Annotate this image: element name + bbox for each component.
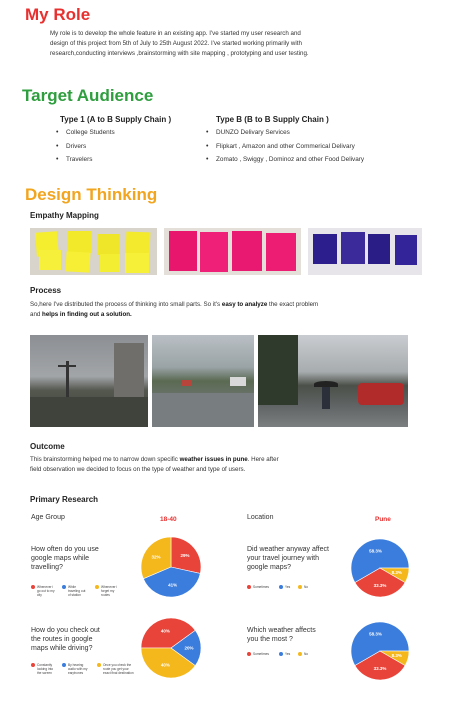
legend-dot-blue — [62, 663, 66, 667]
outcome-text — [30, 455, 450, 475]
pie-slice-label: 29% — [180, 553, 190, 559]
pie-slice-label: 8.3% — [391, 653, 402, 659]
type1-title: Type 1 (A to B Supply Chain ) — [60, 115, 172, 124]
question-2 — [247, 545, 329, 572]
location-label: Location — [247, 514, 274, 521]
legend-text: Whenever i go out to my city — [37, 585, 55, 597]
question-line: travelling? — [31, 564, 63, 571]
process-text-part: the exact problem — [267, 301, 319, 308]
pie-slice-label: 58.3% — [369, 631, 382, 637]
question-line: Which weather affects — [247, 627, 316, 634]
primary-research-title: Primary Research — [30, 495, 99, 504]
question-line: maps while driving? — [31, 645, 93, 652]
legend-dot-blue — [279, 652, 283, 656]
type2-list — [206, 126, 364, 167]
legend-dot-red — [247, 652, 251, 656]
my-role-text — [50, 29, 460, 59]
legend-text: By hearing audio with my earphones — [68, 663, 88, 675]
question-line: How do you check out — [31, 627, 100, 634]
question-4 — [247, 626, 316, 644]
list-item: • Flipkart , Amazon and other Commerical Delivary — [206, 140, 364, 154]
empathy-photo-yellow — [30, 228, 157, 275]
pie-slice-label: 33.3% — [373, 582, 387, 588]
pie-chart-q3 — [140, 617, 202, 679]
legend-text: Yes — [285, 585, 291, 589]
question-line: you the most ? — [247, 636, 293, 643]
question-1 — [31, 545, 99, 572]
pie-slice-label: 58.3% — [369, 548, 382, 554]
process-text-bold: helps in finding out a solution. — [42, 311, 132, 318]
empathy-photo-pink — [164, 228, 301, 275]
pie-slice-label: 33.3% — [373, 665, 387, 671]
process-text-part: So,here I've distributed the process of thinking into small parts. So it's — [30, 301, 222, 308]
pie-slice-label: 20% — [184, 645, 194, 651]
legend-text: Constantly looking into the screen — [37, 663, 54, 675]
age-group-label: Age Group — [31, 514, 65, 521]
question-line: the routes in google — [31, 636, 93, 643]
empathy-mapping-title: Empathy Mapping — [30, 211, 99, 220]
type2-title: Type B (B to B Supply Chain ) — [216, 115, 329, 124]
legend-dot-yellow — [95, 585, 99, 589]
legend-text: No — [304, 585, 309, 589]
question-line: your travel journey with — [247, 555, 319, 562]
legend-text: Whenever i forget my routes — [101, 585, 118, 597]
legend-dot-yellow — [298, 652, 302, 656]
question-3 — [31, 626, 100, 653]
legend-dot-yellow — [298, 585, 302, 589]
list-item: • Zomato , Swiggy , Dominoz and other Food Delivary — [206, 153, 364, 167]
process-text-bold: easy to analyze — [221, 301, 268, 308]
list-item: • Travelers — [56, 153, 115, 167]
pie-slice-label: 40% — [160, 628, 170, 634]
pie-chart-q2 — [350, 538, 410, 598]
my-role-line: design of this project from 5th of July to 25th August 2022. I've started working primarily with — [50, 40, 302, 47]
pie-slice-label: 8.3% — [391, 570, 402, 576]
list-item: • College Students — [56, 126, 115, 140]
legend-dot-red — [247, 585, 251, 589]
process-text-part: and — [30, 311, 43, 318]
legend-dot-blue — [62, 585, 66, 589]
legend-text: Sometimes — [253, 585, 269, 589]
question-line: google maps while — [31, 555, 89, 562]
question-line: How often do you use — [31, 546, 99, 553]
pie-chart-q1 — [140, 536, 202, 598]
weather-photo-skyline — [30, 335, 148, 427]
empathy-photo-purple — [308, 228, 422, 275]
question-line: google maps? — [247, 564, 291, 571]
weather-photo-rain — [258, 335, 408, 427]
process-text — [30, 300, 450, 320]
legend-text: Yes — [285, 652, 291, 656]
pie-slice-label: 41% — [168, 582, 178, 588]
design-thinking-title: Design Thinking — [25, 185, 158, 204]
outcome-text-part: . Here after — [247, 456, 279, 463]
outcome-text-part: field observation we decided to focus on the type of weather and type of users. — [30, 466, 246, 473]
legend-dot-red — [31, 585, 35, 589]
weather-photo-road — [152, 335, 254, 427]
legend-dot-yellow — [97, 663, 101, 667]
process-title: Process — [30, 286, 62, 295]
legend-text: Once you check the route you get your exact final destination — [103, 663, 134, 675]
age-group-value: 18-40 — [160, 516, 177, 523]
target-audience-title: Target Audience — [22, 86, 154, 105]
legend-text: While traveling out of station — [68, 585, 86, 597]
legend-dot-red — [31, 663, 35, 667]
outcome-text-bold: weather issues in pune — [179, 456, 248, 463]
pie-slice-label: 40% — [160, 662, 170, 668]
my-role-title: My Role — [25, 5, 91, 24]
my-role-line: research,conducting interviews ,brainstorming with site mapping , prototyping and user testing. — [50, 50, 309, 57]
question-line: Did weather anyway affect — [247, 546, 329, 553]
legend-dot-blue — [279, 585, 283, 589]
list-item: • DUNZO Delivary Services — [206, 126, 364, 140]
type1-list — [56, 126, 115, 167]
legend-text: Sometimes — [253, 652, 269, 656]
location-value: Pune — [375, 516, 391, 523]
outcome-text-part: This brainstorming helped me to narrow down specific — [30, 456, 180, 463]
outcome-title: Outcome — [30, 442, 65, 451]
my-role-line: My role is to develop the whole feature in an existing app. I've started my user research and — [50, 30, 301, 37]
pie-chart-q4 — [350, 621, 410, 681]
list-item: • Drivers — [56, 140, 115, 154]
legend-text: No — [304, 652, 309, 656]
pie-slice-label: 32% — [151, 554, 161, 560]
